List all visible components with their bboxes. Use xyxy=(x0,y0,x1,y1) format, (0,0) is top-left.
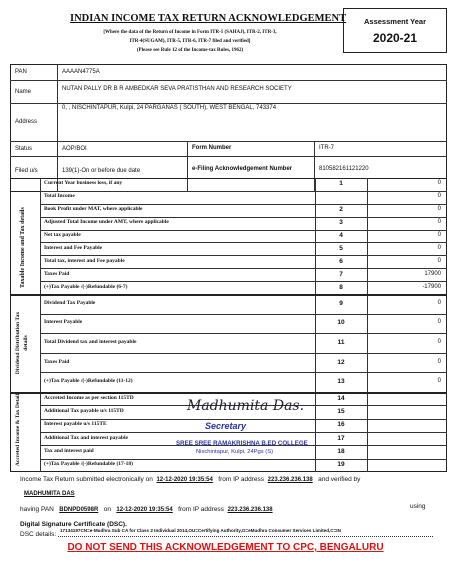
subtitle-line-3: (Please see Rule 12 of the Income-tax Rules, 1962) xyxy=(136,48,244,53)
footer-on-text: on xyxy=(103,506,111,513)
row-number: 15 xyxy=(337,408,345,415)
row-amount: 0 xyxy=(437,299,441,306)
row-number: 8 xyxy=(339,283,343,291)
row-label: Interest payable u/s 115TE xyxy=(44,421,107,428)
row-label: Net tax payable xyxy=(44,232,81,238)
row-amount: 0 xyxy=(437,219,441,226)
row-label: Book Profit under MAT, where applicable xyxy=(44,206,143,213)
footer-submitted-date: 12-12-2020 19:35:54 xyxy=(156,477,213,483)
ack-number-label: e-Filing Acknowledgement Number xyxy=(192,166,293,172)
assessment-year-value: 2020-21 xyxy=(372,31,418,45)
row-amount: 0 xyxy=(437,257,441,264)
status-label: Status xyxy=(15,146,33,152)
footer-ip-text-2: from IP address xyxy=(178,506,224,513)
pan-value: AAAAN4775A xyxy=(62,69,100,75)
row-amount: 0 xyxy=(437,180,441,187)
row-number: 19 xyxy=(337,461,345,469)
row-label: Dividend Tax Payable xyxy=(44,299,96,306)
row-amount: -17900 xyxy=(422,283,441,290)
row-label: Total tax, interest and Fee payable xyxy=(44,257,125,264)
row-number: 4 xyxy=(339,232,343,239)
row-label: Current Year business loss, if any xyxy=(44,180,123,187)
row-label: (+)Tax Payable /(-)Refundable (11-12) xyxy=(44,378,133,385)
status-value: AOP/BOI xyxy=(62,146,87,152)
footer-verified-date: 12-12-2020 19:35:54 xyxy=(116,507,173,513)
row-number: 1 xyxy=(339,180,343,188)
address-value: 0, , NISCHINTAPUR, Kulpi, 24 PARGANAS ( SOUTH), WEST BENGAL, 743374 xyxy=(62,105,277,111)
row-number: 17 xyxy=(337,434,345,442)
footer-ip-value: 223.236.236.138 xyxy=(267,477,313,483)
section-taxable-label: Taxable Income and Tax details xyxy=(20,207,26,288)
footer-submitted-text: Income Tax Return submitted electronically on xyxy=(20,476,153,483)
footer-using-text: using xyxy=(410,503,426,510)
row-amount: 0 xyxy=(437,339,441,345)
form-number-label: Form Number xyxy=(192,145,232,151)
row-label: Interest and Fee Payable xyxy=(44,244,103,251)
row-label: Taxes Paid xyxy=(44,270,70,277)
row-amount: 0 xyxy=(437,193,441,200)
row-label: Adjusted Total Income under AMT, where applicable xyxy=(44,219,169,226)
address-label: Address xyxy=(15,119,38,125)
row-number: 16 xyxy=(337,421,345,429)
row-label: Tax and interest paid xyxy=(44,448,94,454)
row-amount: 0 xyxy=(437,319,441,326)
subtitle-line-2: ITR-4(SUGAM), ITR-5, ITR-6, ITR-7 filed and verified] xyxy=(129,39,251,44)
row-label: (+)Tax Payable /(-)Refundable (6-7) xyxy=(44,283,128,290)
row-number: 12 xyxy=(337,358,345,366)
name-value: NUTAN PALLY DR B R AMBEDKAR SEVA PRATISTHAN AND RESEARCH SOCIETY xyxy=(62,86,292,92)
section-accreted-label: Accreted Income & Tax Detail xyxy=(15,393,21,467)
verifier-name: MADHUMITA DAS xyxy=(24,491,75,497)
assessment-year-box xyxy=(343,8,447,53)
pan-label: PAN xyxy=(15,69,27,75)
row-label: Additional Tax and interest payable xyxy=(44,434,128,441)
row-number: 11 xyxy=(337,339,345,346)
name-label: Name xyxy=(15,89,32,95)
filed-us-label: Filed u/s xyxy=(15,168,38,174)
form-number-value: ITR-7 xyxy=(319,145,334,151)
signature: Madhumita Das. xyxy=(187,398,305,414)
section-dividend-label: Dividend Distribution Tax details xyxy=(15,311,29,375)
row-number: 14 xyxy=(337,394,345,402)
row-number: 3 xyxy=(339,219,343,227)
row-number: 13 xyxy=(337,378,345,386)
footer-ip-text: from IP address xyxy=(218,476,265,483)
row-number: 5 xyxy=(339,244,343,252)
row-number: 10 xyxy=(337,319,345,327)
row-number: 6 xyxy=(339,257,343,265)
row-label: (+)Tax Payable /(-)Refundable (17-18) xyxy=(44,461,133,468)
row-label: Accreted Income as per section 115TD xyxy=(44,394,134,401)
subtitle-line-1: [Where the data of the Return of Income in Form ITR-1 (SAHAJ), ITR-2, ITR-3, xyxy=(103,30,277,35)
row-label: Taxes Paid xyxy=(44,358,70,365)
stamp-secretary: Secretary xyxy=(205,421,247,431)
row-amount: 0 xyxy=(437,358,441,365)
row-number: 18 xyxy=(337,448,345,455)
footer-line-2 xyxy=(20,506,273,513)
row-number: 9 xyxy=(339,299,343,307)
footer-having-pan-text: having PAN xyxy=(20,506,54,513)
footer-verified-text: and verified by xyxy=(318,476,361,483)
row-amount: 17900 xyxy=(424,270,441,277)
footer-ip-value-2: 223.236.236.138 xyxy=(227,507,273,513)
stamp-organization: SREE SREE RAMAKRISHNA B.ED COLLEGE xyxy=(176,440,308,447)
footer-verifier-pan: BDNPD0598R xyxy=(59,507,99,513)
row-label: Interest Payable xyxy=(44,319,83,326)
row-number: 7 xyxy=(339,270,343,278)
dsc-label: DSC details: xyxy=(20,531,57,538)
ack-number-value: 810582161121220 xyxy=(319,166,369,172)
row-number: 2 xyxy=(339,206,343,214)
footer-line-1 xyxy=(20,476,360,483)
page-title: INDIAN INCOME TAX RETURN ACKNOWLEDGEMENT xyxy=(70,13,347,24)
stamp-place: Nischintapur, Kulpi, 24Pgs (S) xyxy=(196,449,274,455)
row-amount: 0 xyxy=(437,378,441,385)
row-amount: 0 xyxy=(437,244,441,251)
row-label: Total Income xyxy=(44,193,75,200)
row-label: Additional Tax payable u/s 115TD xyxy=(44,408,124,414)
row-label: Total Dividend tax and interest payable xyxy=(44,339,137,345)
do-not-send-warning: DO NOT SEND THIS ACKNOWLEDGEMENT TO CPC, BENGALURU xyxy=(67,542,384,553)
row-amount: 0 xyxy=(437,232,441,238)
assessment-year-label: Assessment Year xyxy=(364,17,426,26)
filed-us-value: 139(1)-On or before due date xyxy=(62,168,141,174)
dsc-title: Digital Signature Certificate (DSC). xyxy=(20,521,127,528)
dsc-detail: 17134197CN=e-Mudhra Sub CA for Class 2 Individual 2014,OU=Certifying Authority,O=eMudhra Consumer Services Limited,C=IN xyxy=(60,528,341,533)
row-amount: 0 xyxy=(437,206,441,213)
